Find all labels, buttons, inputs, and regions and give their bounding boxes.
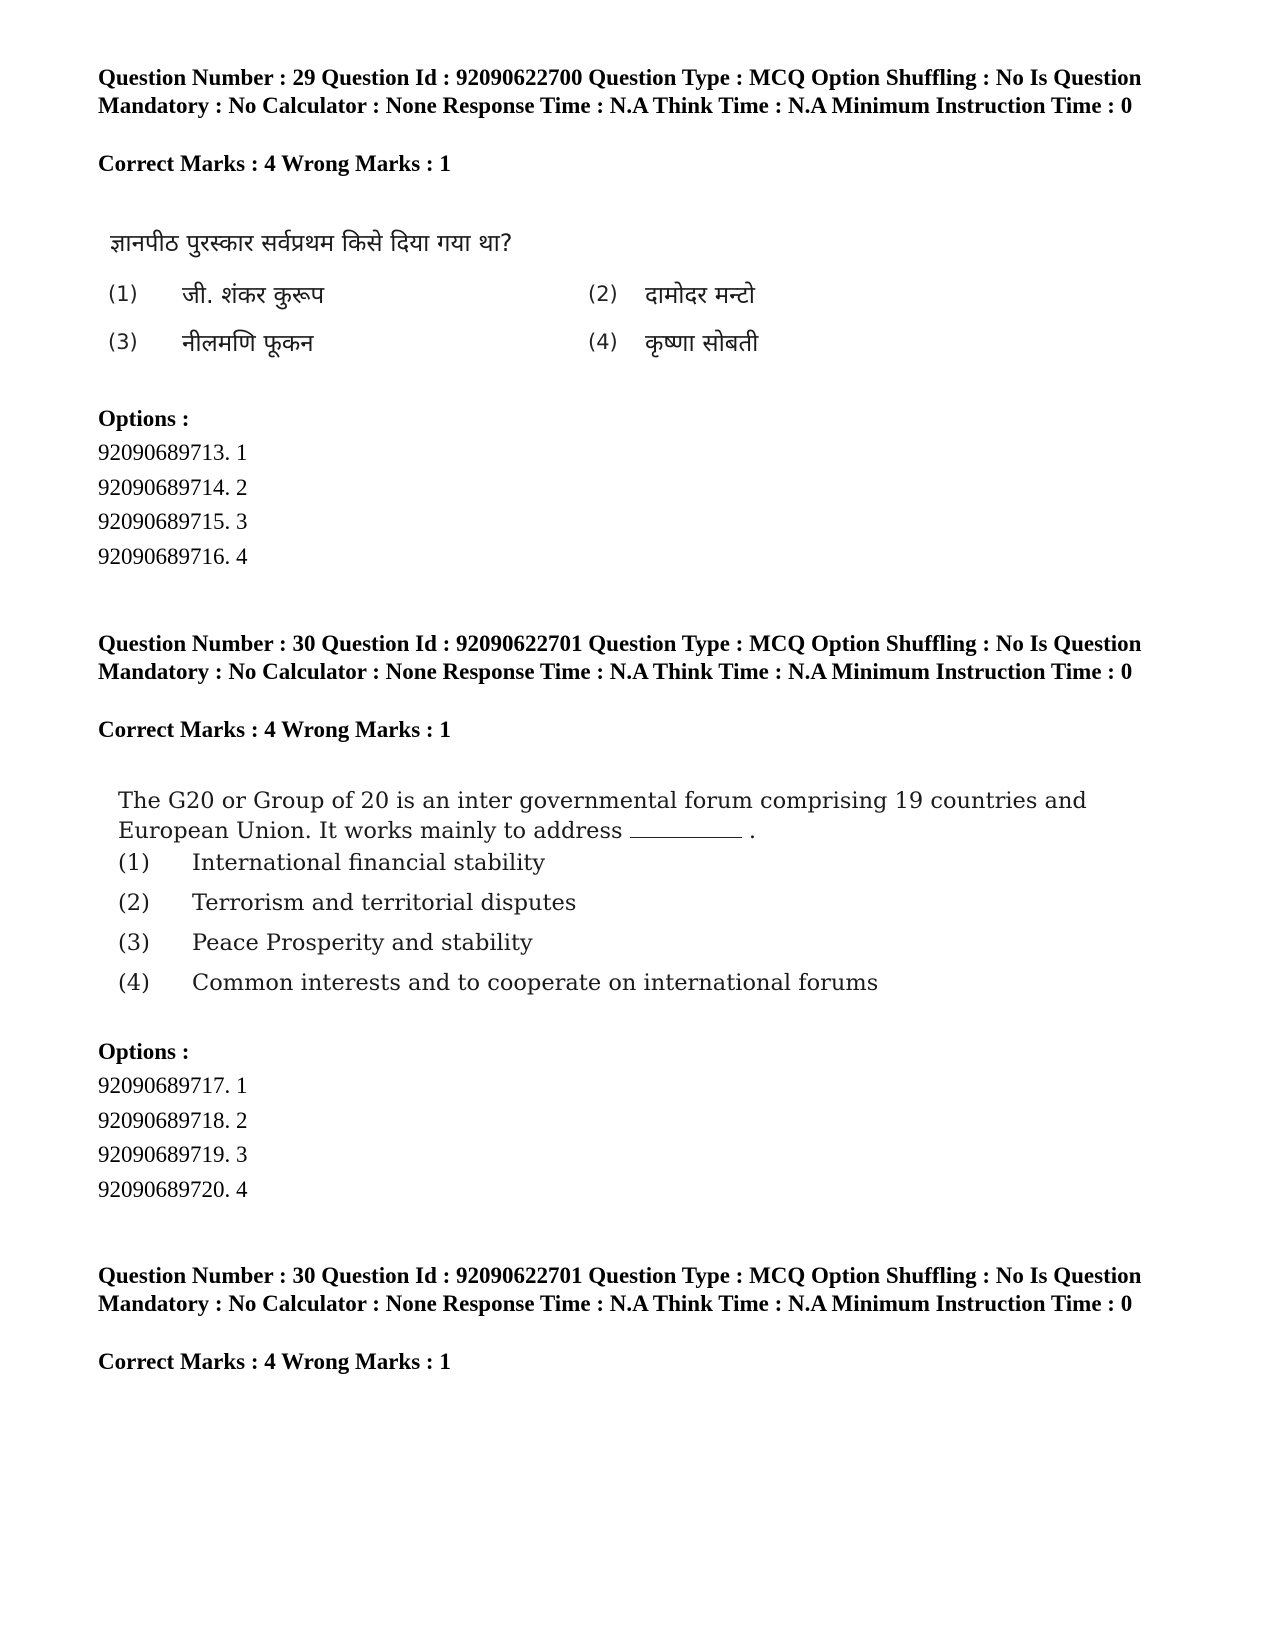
question-29-text: ज्ञानपीठ पुरस्कार सर्वप्रथम किसे दिया गया था?	[110, 229, 513, 257]
q30-choice-1	[118, 850, 545, 876]
question-30-text-line1: The G20 or Group of 20 is an inter governmental forum comprising 19 countries and	[118, 788, 1087, 814]
q30-choice-3-text: Peace Prosperity and stability	[192, 930, 533, 956]
q30-choice-2-text: Terrorism and territorial disputes	[192, 890, 577, 916]
q30-choice-4-text: Common interests and to cooperate on international forums	[192, 970, 879, 996]
question-30-text-end: .	[748, 818, 757, 844]
question-29-marks: Correct Marks : 4 Wrong Marks : 1	[98, 151, 451, 176]
question-29-options-list	[98, 436, 248, 574]
q29-choice-4-num: (4)	[588, 330, 618, 354]
q30-choice-2	[118, 890, 576, 916]
q29-choice-3-num: (3)	[108, 330, 138, 354]
option-item: 92090689719. 3	[98, 1142, 248, 1167]
q29-choice-1-num: (1)	[108, 282, 138, 306]
option-item: 92090689715. 3	[98, 509, 248, 534]
q29-choice-3-text: नीलमणि फूकन	[182, 329, 314, 357]
q29-choice-2-text: दामोदर मन्टो	[645, 281, 755, 309]
question-30-marks: Correct Marks : 4 Wrong Marks : 1	[98, 717, 451, 742]
question-30-text-line2: European Union. It works mainly to address	[118, 818, 623, 844]
question-30-meta: Question Number : 30 Question Id : 92090622701 Question Type : MCQ Option Shuffling : No Is Question Mandatory : No Calculator : None Response Time : N.A Think Time : N.A Minimum Instruction Time : 0	[98, 631, 1142, 684]
q29-choice-4-text: कृष्णा सोबती	[645, 329, 759, 357]
q29-choice-2-num: (2)	[588, 282, 618, 306]
q30-choice-3	[118, 930, 533, 956]
question-29-options-label: Options :	[98, 406, 190, 431]
option-item: 92090689713. 1	[98, 440, 248, 465]
option-item: 92090689720. 4	[98, 1176, 248, 1202]
question-30-options-list	[98, 1069, 248, 1207]
option-item: 92090689716. 4	[98, 543, 248, 569]
question-30b-meta: Question Number : 30 Question Id : 92090622701 Question Type : MCQ Option Shuffling : No Is Question Mandatory : No Calculator : None Response Time : N.A Think Time : N.A Minimum Instruction Time : 0	[98, 1263, 1142, 1316]
q29-choice-1-text: जी. शंकर कुरूप	[182, 281, 325, 309]
q30-choice-4	[118, 970, 878, 996]
question-30-text	[118, 786, 1118, 846]
q30-choice-4-num: (4)	[118, 970, 150, 996]
q30-choice-3-num: (3)	[118, 930, 150, 956]
q30-choice-2-num: (2)	[118, 890, 150, 916]
question-30b-marks: Correct Marks : 4 Wrong Marks : 1	[98, 1349, 451, 1374]
answer-blank	[630, 819, 742, 838]
question-30-options-label: Options :	[98, 1039, 190, 1064]
option-item: 92090689714. 2	[98, 474, 248, 500]
q30-choice-1-text: International financial stability	[192, 850, 546, 876]
option-item: 92090689718. 2	[98, 1107, 248, 1133]
q30-choice-1-num: (1)	[118, 850, 150, 876]
option-item: 92090689717. 1	[98, 1073, 248, 1098]
question-29-meta: Question Number : 29 Question Id : 92090622700 Question Type : MCQ Option Shuffling : No Is Question Mandatory : No Calculator : None Response Time : N.A Think Time : N.A Minimum Instruction Time : 0	[98, 65, 1142, 118]
